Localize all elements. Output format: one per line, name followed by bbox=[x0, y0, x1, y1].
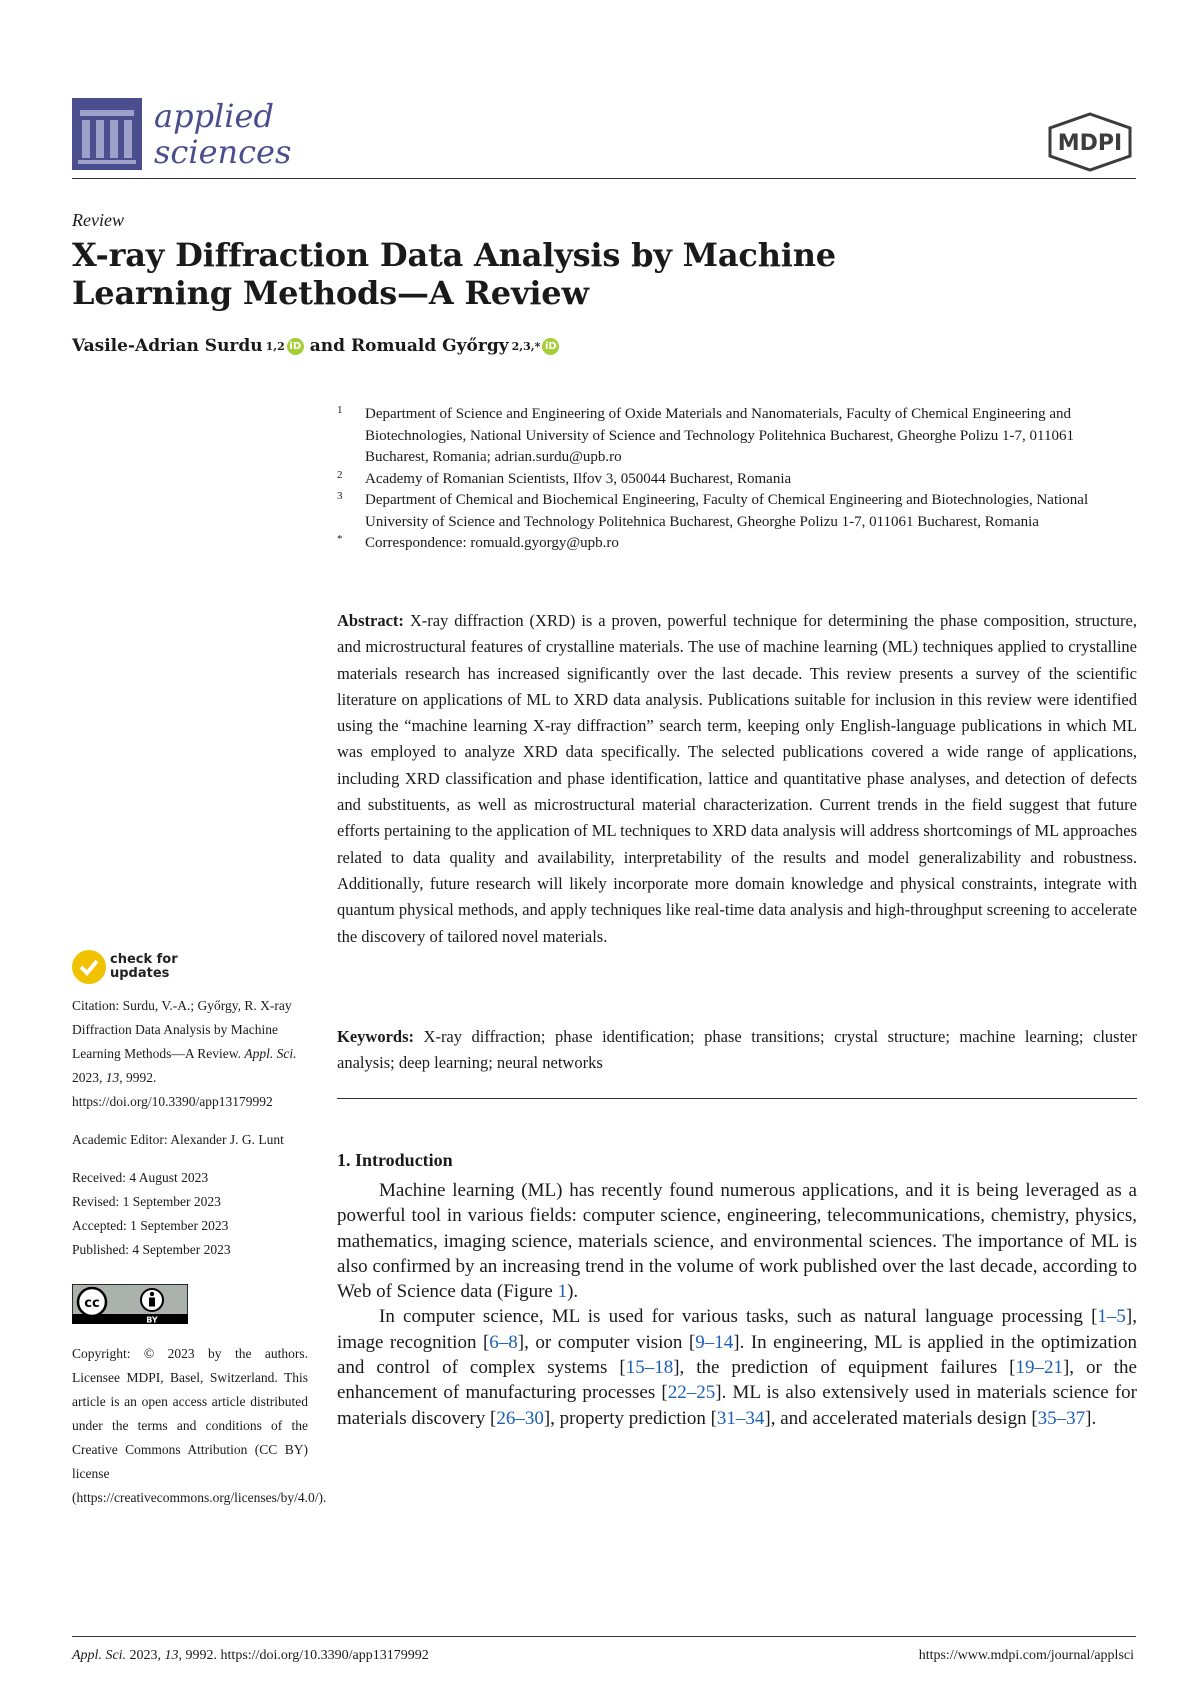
paragraph: In computer science, ML is used for various tasks, such as natural language processing [1–5], image recognition [6–8], or computer vision [9–14]. In engineering, ML is applied in the optimization and control of complex systems [15–18], the prediction of equipment failures [19–21], or the enhancement of manufacturing processes [22–25]. ML is also extensively used in materials science for materials discovery [26–30], property prediction [31–34], and accelerated materials design [35–37]. bbox=[337, 1306, 1138, 1429]
checkmark-icon bbox=[72, 950, 106, 984]
figure-link[interactable]: 1 bbox=[557, 1281, 568, 1303]
citation-link[interactable]: 26–30 bbox=[496, 1407, 544, 1429]
author-separator: and bbox=[309, 336, 346, 356]
affiliation-number: 1 bbox=[337, 404, 343, 416]
author-list bbox=[72, 336, 565, 356]
citation-link[interactable]: 6–8 bbox=[489, 1331, 518, 1353]
copyright-notice: Copyright: © 2023 by the authors. Licensee MDPI, Basel, Switzerland. This article is an open access article distributed under the terms and conditions of the Creative Commons Attribution (CC BY) license (https://creativecommons.org/licenses/by/4.0/). bbox=[72, 1346, 327, 1505]
affiliation-text: Academy of Romanian Scientists, Ilfov 3, 050044 Bucharest, Romania bbox=[365, 470, 792, 487]
affiliation-text: Department of Science and Engineering of Oxide Materials and Nanomaterials, Faculty of Chemical Engineering and Biotechnologies, National University of Science and Technology Politehnica Bucharest, Gheorghe Polizu 1-7, 011061 Bucharest, Romania; adrian.surdu@upb.ro bbox=[365, 406, 1074, 465]
journal-emblem-icon bbox=[72, 98, 142, 170]
citation-link[interactable]: 1–5 bbox=[1097, 1306, 1126, 1328]
affiliation-text: Department of Chemical and Biochemical Engineering, Faculty of Chemical Engineering and Biotechnologies, National University of Science and Technology Politehnica Bucharest, Gheorghe Polizu 1-7, 011061 Bucharest, Romania bbox=[365, 492, 1089, 530]
abstract-text: X-ray diffraction (XRD) is a proven, powerful technique for determining the phase composition, structure, and microstructural features of crystalline materials. The use of machine learning (ML) techniques applied to crystalline materials research has increased significantly over the last decade. This review presents a survey of the scientific literature on applications of ML to XRD data analysis. Publications suitable for inclusion in this review were identified using the “machine learning X-ray diffraction” search term, keeping only English-language publications in which ML was employed to analyze XRD data specifically. The selected publications covered a wide range of applications, including XRD classification and phase identification, lattice and quantitative phase analyses, and detection of defects and substituents, as well as microstructural material characterization. Current trends in the field suggest that future efforts pertaining to the application of ML techniques to XRD data analysis will address shortcomings of ML approaches related to data quality and availability, interpretability of the results and model generalizability and robustness. Additionally, future research will likely incorporate more domain knowledge and physical constraints, integrate with quantum physical methods, and apply techniques like real-time data analysis and high-throughput screening to accelerate the discovery of tailored novel materials. bbox=[337, 611, 1137, 946]
article-title: X-ray Diffraction Data Analysis by Machine Learning Methods—A Review bbox=[72, 236, 836, 312]
published-date: Published: 4 September 2023 bbox=[72, 1242, 231, 1257]
citation: Citation: Surdu, V.-A.; Győrgy, R. X-ray Diffraction Data Analysis by Machine Learning Methods—A Review. Appl. Sci. 2023, 13, 9992. https://doi.org/10.3390/app13179992 bbox=[72, 998, 297, 1109]
footer-divider bbox=[72, 1636, 1136, 1637]
paragraph: Machine learning (ML) has recently found numerous applications, and it is being leveraged as a powerful tool in various fields: computer science, engineering, telecommunications, chemistry, physics, mathematics, imaging science, materials science, and environmental sciences. The importance of ML is also confirmed by an increasing trend in the volume of work published over the last decade, according to Web of Science data (Figure 1). bbox=[337, 1180, 1137, 1303]
citation-link[interactable]: 19–21 bbox=[1015, 1357, 1063, 1379]
affiliation-number: 3 bbox=[337, 490, 343, 502]
revised-date: Revised: 1 September 2023 bbox=[72, 1194, 221, 1209]
check-for-updates-badge[interactable] bbox=[72, 950, 178, 984]
author-name[interactable]: Romuald Győrgy bbox=[351, 336, 509, 356]
abstract-label: Abstract: bbox=[337, 611, 404, 630]
affiliation-item bbox=[337, 469, 1137, 491]
author-name[interactable]: Vasile-Adrian Surdu bbox=[72, 336, 263, 356]
section-divider bbox=[337, 1098, 1137, 1099]
received-date: Received: 4 August 2023 bbox=[72, 1170, 209, 1185]
citation-link[interactable]: 22–25 bbox=[667, 1382, 716, 1404]
orcid-icon[interactable]: iD bbox=[287, 338, 304, 355]
mdpi-logo-icon[interactable] bbox=[1046, 112, 1134, 172]
journal-url-link[interactable]: https://www.mdpi.com/journal/applsci bbox=[918, 1648, 1134, 1663]
keywords-text: X-ray diffraction; phase identification; phase transitions; crystal structure; machine learning; cluster analysis; deep learning; neural networks bbox=[337, 1027, 1137, 1073]
article-type: Review bbox=[72, 210, 124, 230]
author-affiliation-ref: 2,3,* bbox=[511, 339, 541, 353]
citation-link[interactable]: 31–34 bbox=[716, 1407, 765, 1429]
mdpi-logo-text: MDPI bbox=[1057, 131, 1123, 156]
affiliation-number: * bbox=[337, 533, 343, 545]
affiliation-number: 2 bbox=[337, 468, 343, 481]
correspondence-text[interactable]: Correspondence: romuald.gyorgy@upb.ro bbox=[365, 535, 619, 551]
section-heading: 1. Introduction bbox=[337, 1150, 453, 1170]
citation-link[interactable]: 35–37 bbox=[1037, 1407, 1086, 1429]
footer-citation: Appl. Sci. 2023, 13, 9992. https://doi.org/10.3390/app13179992 bbox=[72, 1648, 429, 1663]
author-affiliation-ref: 1,2 bbox=[265, 339, 285, 353]
affiliation-item bbox=[337, 490, 1137, 533]
header-divider bbox=[72, 178, 1136, 179]
publication-dates bbox=[72, 1166, 308, 1262]
affiliations bbox=[337, 404, 1137, 555]
introduction-body bbox=[337, 1178, 1137, 1431]
keywords bbox=[337, 1024, 1137, 1077]
citation-link[interactable]: 9–14 bbox=[695, 1331, 734, 1353]
orcid-icon[interactable]: iD bbox=[542, 338, 559, 355]
cc-by-text: BY bbox=[146, 1315, 158, 1324]
journal-logo[interactable] bbox=[72, 98, 291, 170]
citation-link[interactable]: 15–18 bbox=[625, 1357, 674, 1379]
svg-text:cc: cc bbox=[84, 1296, 100, 1311]
affiliation-item bbox=[337, 404, 1137, 469]
check-for-updates-label: check for updates bbox=[110, 952, 178, 981]
abstract bbox=[337, 608, 1137, 950]
accepted-date: Accepted: 1 September 2023 bbox=[72, 1218, 229, 1233]
cc-by-license-icon[interactable] bbox=[72, 1284, 188, 1324]
academic-editor: Academic Editor: Alexander J. G. Lunt bbox=[72, 1132, 284, 1147]
sidebar bbox=[72, 994, 327, 1510]
keywords-label: Keywords: bbox=[337, 1027, 414, 1046]
affiliation-item bbox=[337, 533, 1137, 555]
journal-name: applied sciences bbox=[154, 97, 292, 171]
